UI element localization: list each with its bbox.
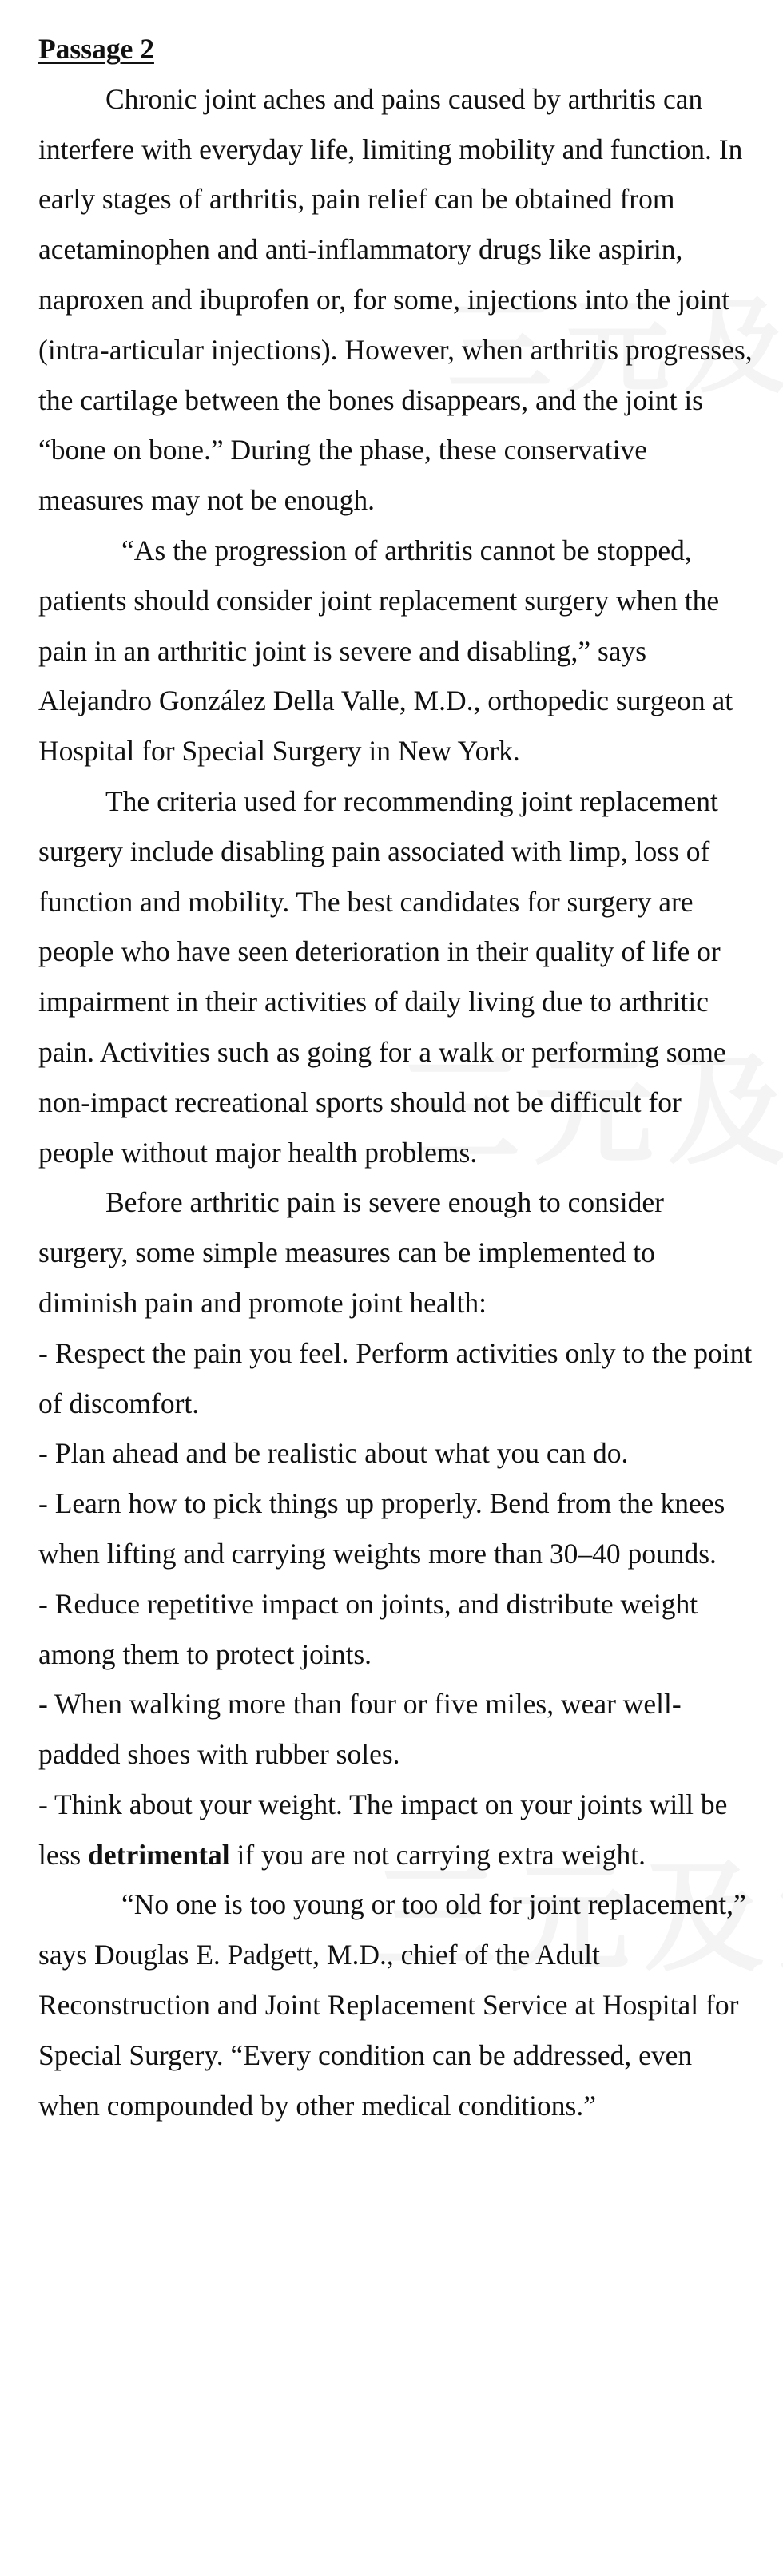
list-item-text: - Think about your weight. The impact on your joints will be less (38, 1788, 728, 1871)
paragraph: “As the progression of arthritis cannot be stopped, patients should consider joint replacement surgery when the pain in an arthritic joint is severe and disabling,” says Alejandro González Della Valle, M.D., orthopedic surgeon at Hospital for Special Surgery in New York. (38, 534, 733, 768)
paragraph: The criteria used for recommending joint replacement surgery include disabling pain associated with limp, loss of function and mobility. The best candidates for surgery are people who have seen deterioration in their quality of life or impairment in their activities of daily living due to arthritic pain. Activities such as going for a walk or performing some non-impact recreational sports should not be difficult for people without major health problems. (38, 784, 726, 1169)
list-item: - Reduce repetitive impact on joints, and distribute weight among them to protect joints. (38, 1587, 698, 1670)
list-item-text: if you are not carrying extra weight. (229, 1838, 646, 1871)
paragraph: Before arthritic pain is severe enough to consider surgery, some simple measures can be implemented to diminish pain and promote joint health: (38, 1186, 664, 1319)
list-item: - Learn how to pick things up properly. Bend from the knees when lifting and carrying weights more than 30–40 pounds. (38, 1487, 725, 1570)
list-item (38, 1780, 757, 1880)
paragraph: Chronic joint aches and pains caused by arthritis can interfere with everyday life, limiting mobility and function. In early stages of arthritis, pain relief can be obtained from acetaminophen and anti-inflammatory drugs like aspirin, naproxen and ibuprofen or, for some, injections into the joint (intra-articular injections). However, when arthritis progresses, the cartilage between the bones disappears, and the joint is “bone on bone.” During the phase, these conservative measures may not be enough. (38, 82, 753, 517)
paragraph: “No one is too young or too old for joint replacement,” says Douglas E. Padgett, M.D., chief of the Adult Reconstruction and Joint Replacement Service at Hospital for Special Surgery. “Every condition can be addressed, even when compounded by other medical conditions.” (38, 1888, 746, 2122)
list-item: - When walking more than four or five miles, wear well-padded shoes with rubber soles. (38, 1688, 682, 1771)
list-item: - Respect the pain you feel. Perform activities only to the point of discomfort. (38, 1336, 753, 1419)
passage-heading: Passage 2 (38, 33, 154, 65)
list-item: - Plan ahead and be realistic about what you can do. (38, 1437, 629, 1470)
bold-word: detrimental (88, 1838, 230, 1871)
passage (38, 24, 757, 2130)
